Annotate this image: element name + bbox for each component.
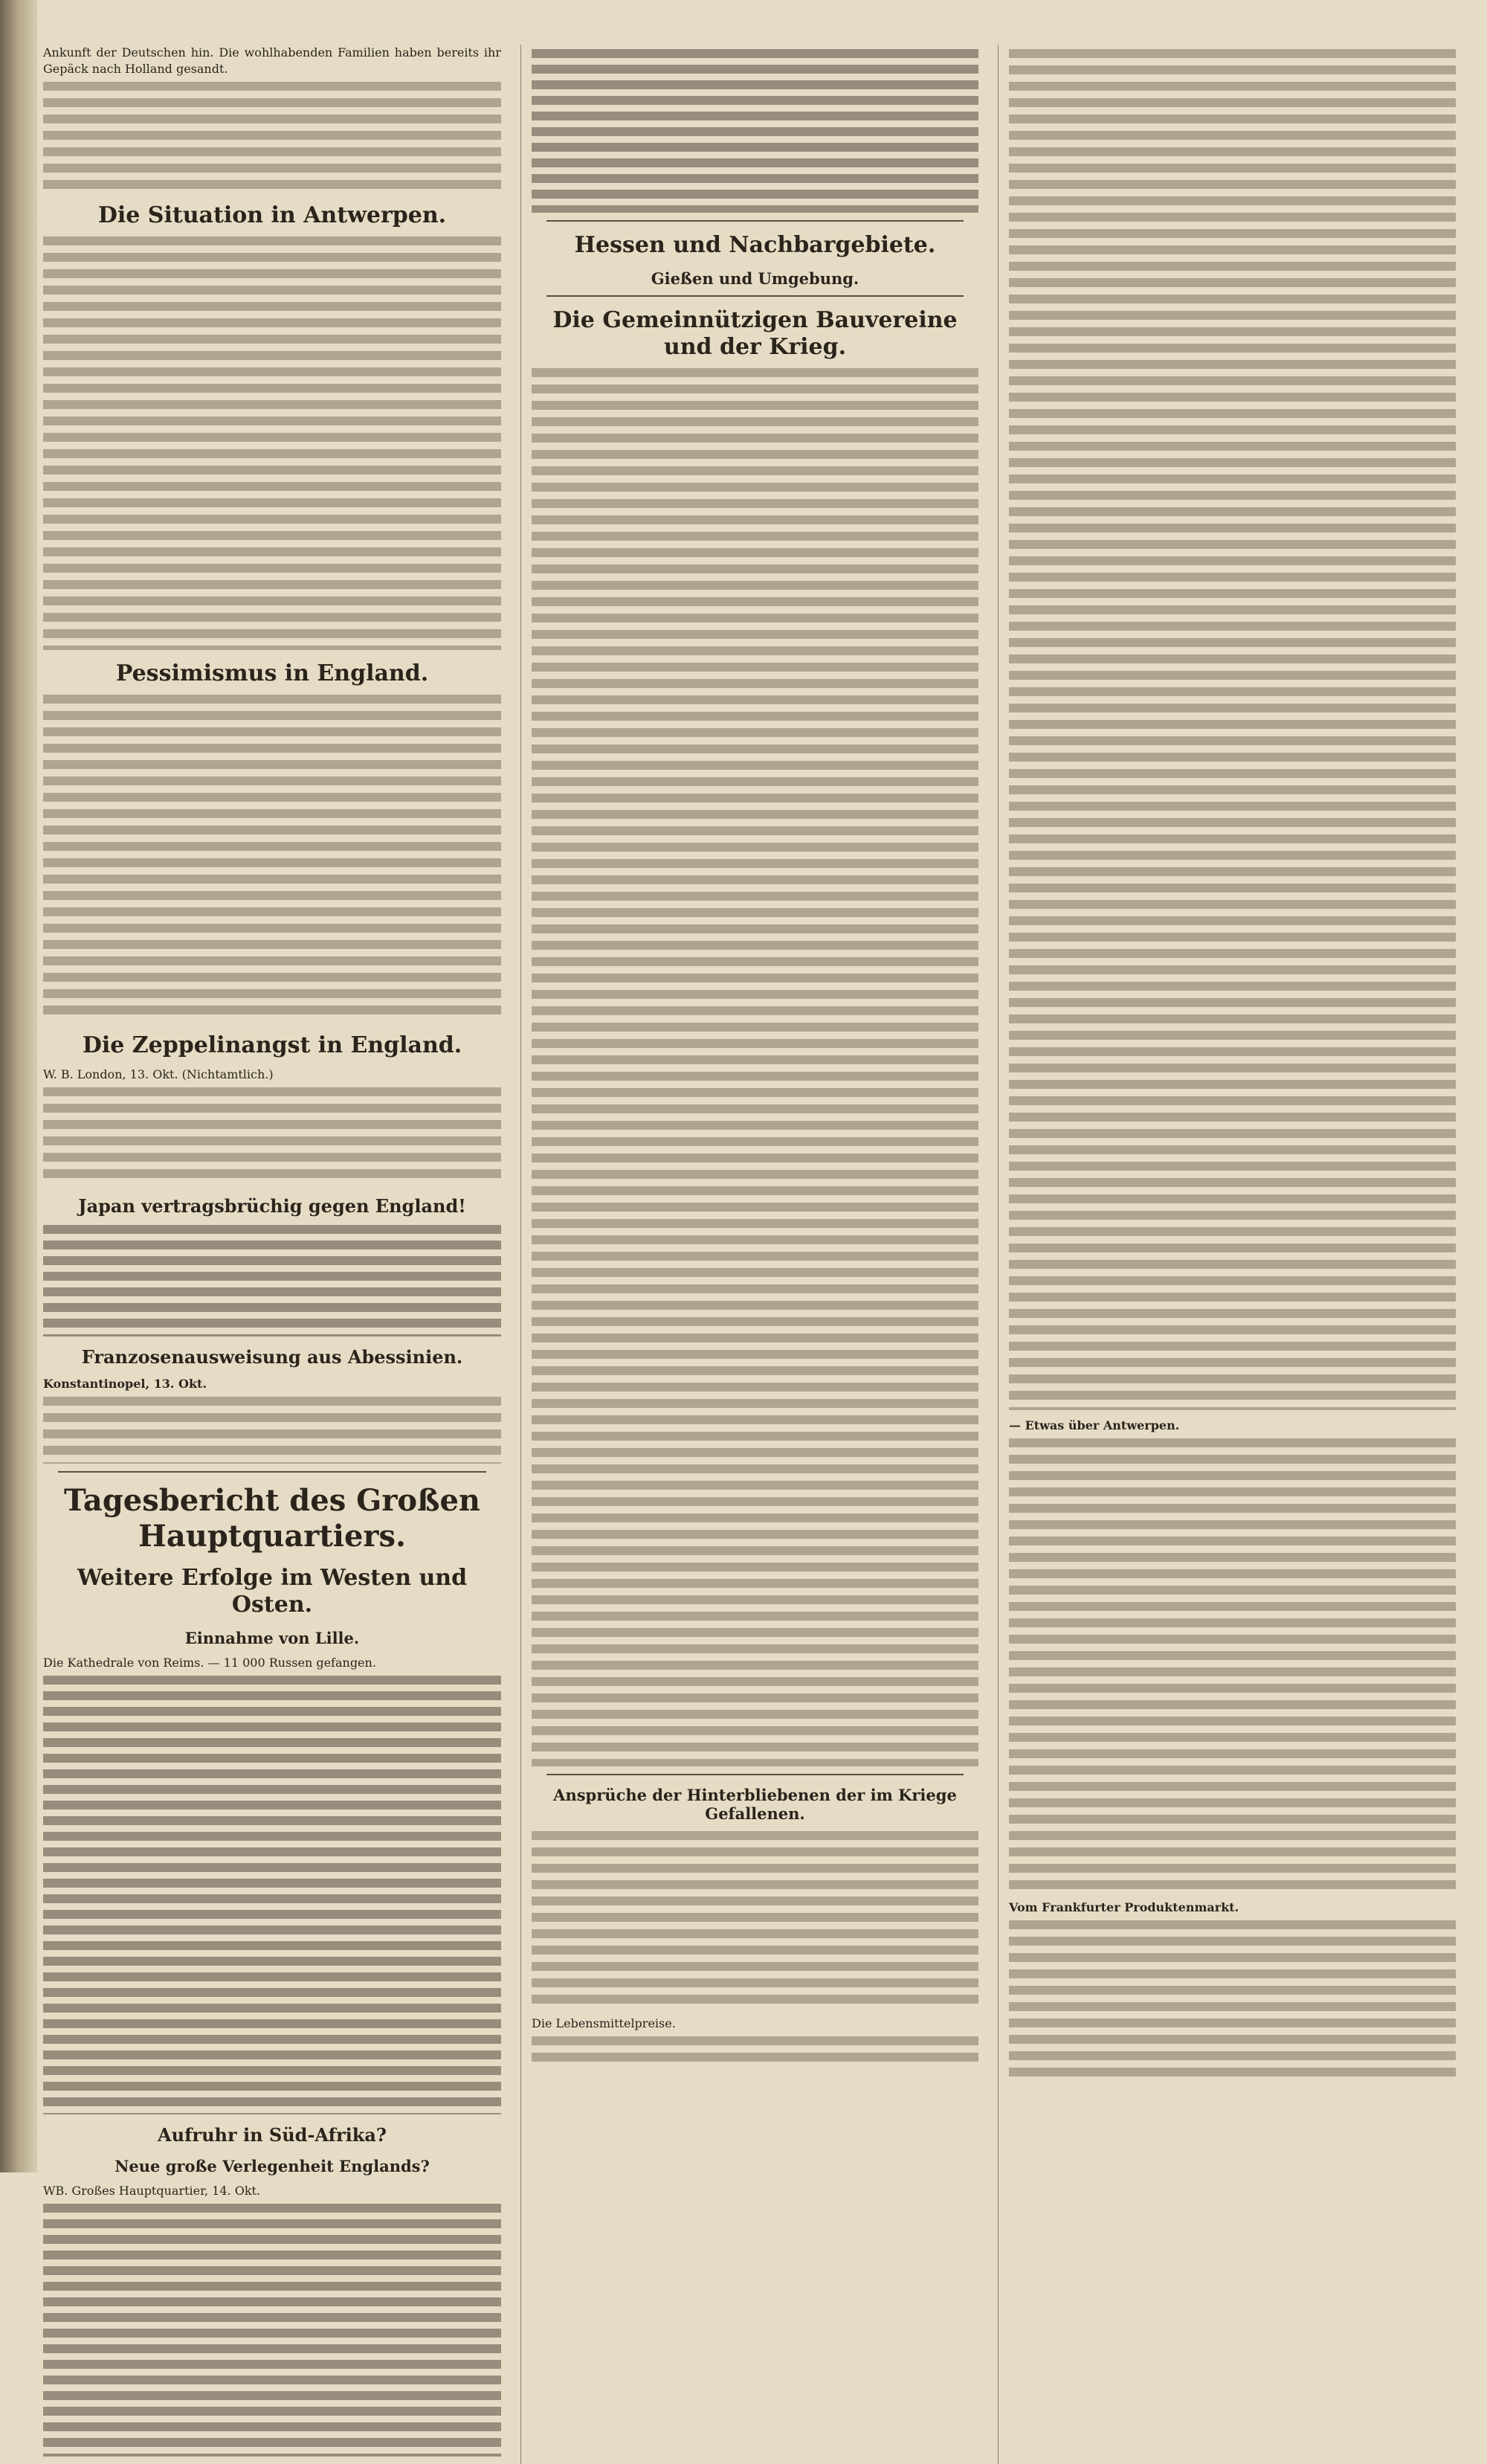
divider	[58, 1471, 486, 1473]
headline-ansprueche: Ansprüche der Hinterbliebenen der im Kriege Gefallenen.	[553, 1786, 957, 1824]
illegible-text	[43, 1087, 501, 1186]
headline-lille: Einnahme von Lille.	[184, 1628, 360, 1647]
illegible-text	[1009, 49, 1456, 1410]
divider	[546, 295, 964, 297]
franzosen-dateline: Konstantinopel, 13. Okt.	[43, 1376, 207, 1391]
column-3	[998, 45, 1456, 2464]
binding-margin	[0, 0, 37, 2172]
column-1	[43, 45, 501, 2464]
illegible-text	[1009, 1438, 1456, 1892]
illegible-text	[43, 1397, 501, 1464]
illegible-text	[532, 49, 978, 213]
zeppelin-dateline: W. B. London, 13. Okt. (Nichtamtlich.)	[43, 1067, 274, 1081]
intro-text: Ankunft der Deutschen hin. Die wohlhabenden Familien haben bereits ihr Gepäck nach Holland gesandt.	[43, 45, 501, 76]
headline-japan: Japan vertragsbrüchig gegen England!	[78, 1195, 466, 1217]
illegible-text	[43, 695, 501, 1022]
divider	[546, 1774, 964, 1775]
lebensmittel-lead: Die Lebensmittelpreise.	[532, 2016, 676, 2030]
headline-verlegenheit: Neue große Verlegenheit Englands?	[114, 2156, 430, 2175]
reims-text: Die Kathedrale von Reims. — 11 000 Russen gefangen.	[43, 1655, 376, 1670]
hq-dateline: WB. Großes Hauptquartier, 14. Okt.	[43, 2183, 261, 2198]
illegible-text	[43, 82, 501, 192]
headline-antwerpen: Die Situation in Antwerpen.	[97, 202, 447, 228]
column-2	[520, 45, 978, 2464]
illegible-text	[43, 2204, 501, 2457]
illegible-text	[532, 2036, 978, 2069]
illegible-text	[43, 237, 501, 650]
headline-weitere-erfolge: Weitere Erfolge im Westen und Osten.	[77, 1564, 468, 1618]
illegible-text	[43, 1676, 501, 2114]
newspaper-page	[43, 45, 1456, 2198]
headline-tagesbericht: Tagesbericht des Großen Hauptquartiers.	[63, 1482, 481, 1554]
headline-zeppelinangst: Die Zeppelinangst in England.	[82, 1032, 462, 1058]
illegible-text	[532, 1831, 978, 2008]
illegible-text	[532, 368, 978, 1766]
headline-giessen: Gießen und Umgebung.	[651, 269, 859, 288]
headline-antwerpen-short: — Etwas über Antwerpen.	[1009, 1418, 1180, 1432]
headline-franzosen: Franzosenausweisung aus Abessinien.	[81, 1345, 463, 1368]
illegible-text	[1009, 1920, 1456, 2077]
illegible-text	[43, 1225, 501, 1336]
headline-bauvereine: Die Gemeinnützigen Bauvereine und der Krieg.	[552, 307, 958, 361]
divider	[546, 220, 964, 222]
headline-frankfurt: Vom Frankfurter Produktenmarkt.	[1009, 1900, 1239, 1914]
headline-pessimismus: Pessimismus in England.	[115, 660, 429, 686]
headline-sued-afrika: Aufruhr in Süd-Afrika?	[158, 2123, 387, 2146]
headline-hessen: Hessen und Nachbargebiete.	[574, 232, 936, 258]
